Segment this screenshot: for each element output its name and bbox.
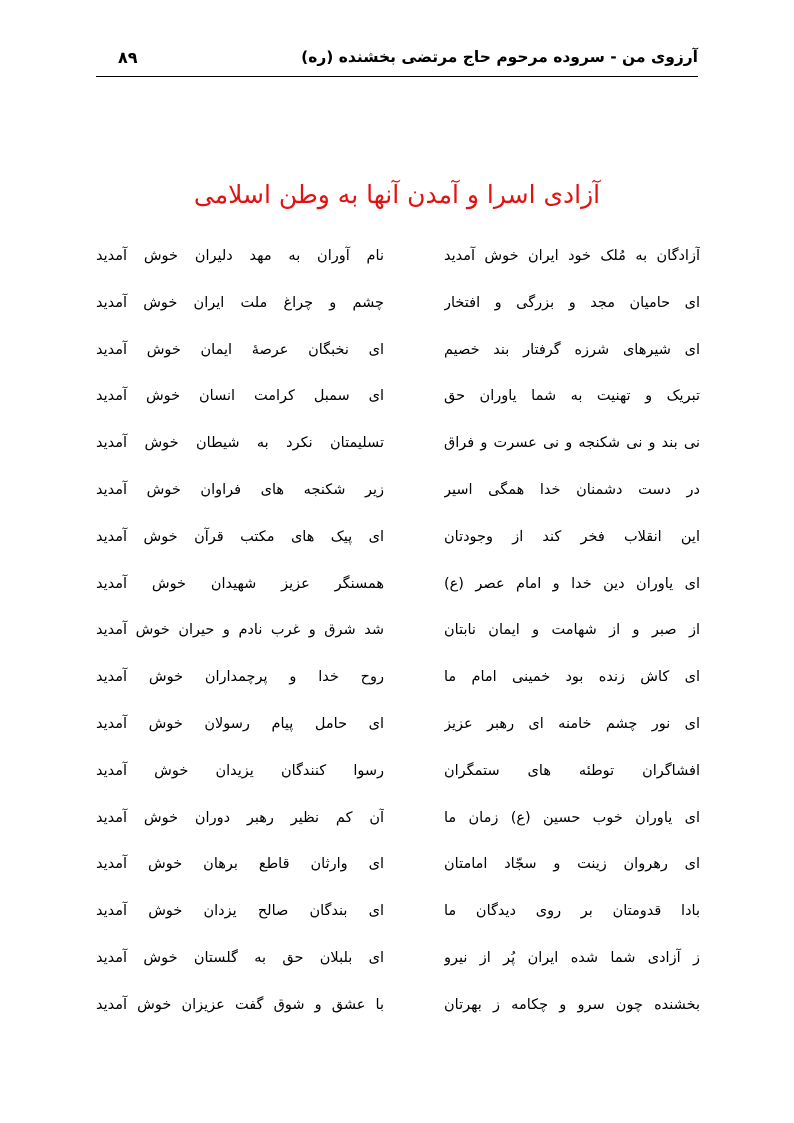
- verse-first-hemistich: ای رهروان زینت و سجّاد امامتان: [444, 856, 700, 873]
- verse-first-hemistich: ای یاوران خوب حسین (ع) زمان ما: [444, 809, 700, 826]
- verse-second-hemistich: زیر شکنجه های فراوان خوش آمدید: [96, 482, 384, 498]
- verse-row: [0, 657, 794, 697]
- verse-second-hemistich: ای حامل پیام رسولان خوش آمدید: [96, 716, 384, 732]
- verse-second-hemistich: ای پیک های مکتب قرآن خوش آمدید: [96, 528, 384, 545]
- verse-first-hemistich: این انقلاب فخر کند از وجودتان: [444, 528, 700, 545]
- verse-row: [0, 704, 794, 744]
- verse-row: [0, 891, 794, 931]
- verse-first-hemistich: ای یاوران دین خدا و امام عصر (ع): [444, 575, 700, 592]
- verse-first-hemistich: ای نور چشم خامنه ای رهبر عزیز: [444, 716, 700, 732]
- verse-second-hemistich: تسلیمتان نکرد به شیطان خوش آمدید: [96, 435, 384, 452]
- verse-first-hemistich: آزادگان به مُلک خود ایران خوش آمدید: [444, 248, 700, 264]
- verse-row: [0, 236, 794, 276]
- verse-first-hemistich: ای کاش زنده بود خمینی امام ما: [444, 669, 700, 686]
- header-divider: [96, 76, 698, 77]
- verse-second-hemistich: ای سمبل کرامت انسان خوش آمدید: [96, 388, 384, 405]
- verse-second-hemistich: رسوا کنندگان یزیدان خوش آمدید: [96, 762, 384, 779]
- verse-row: [0, 470, 794, 510]
- running-header: [96, 44, 698, 76]
- header-title: آرزوی من - سروده مرحوم حاج مرتضی بخشنده (ره): [301, 48, 698, 66]
- verse-second-hemistich: آن کم نظیر رهبر دوران خوش آمدید: [96, 809, 384, 826]
- verse-second-hemistich: ای بلبلان حق به گلستان خوش آمدید: [96, 950, 384, 966]
- verse-row: [0, 610, 794, 650]
- verse-second-hemistich: روح خدا و پرچمداران خوش آمدید: [96, 669, 384, 686]
- verse-second-hemistich: ای نخبگان عرصهٔ ایمان خوش آمدید: [96, 341, 384, 358]
- verse-row: [0, 938, 794, 978]
- verse-row: [0, 283, 794, 323]
- verse-first-hemistich: بخشنده چون سرو و چکامه ز بهرتان: [444, 996, 700, 1013]
- verse-second-hemistich: نام آوران به مهد دلیران خوش آمدید: [96, 248, 384, 264]
- verse-second-hemistich: همسنگر عزیز شهیدان خوش آمدید: [96, 575, 384, 592]
- verse-second-hemistich: چشم و چراغ ملت ایران خوش آمدید: [96, 294, 384, 311]
- verse-row: [0, 564, 794, 604]
- verse-row: [0, 517, 794, 557]
- verse-first-hemistich: ز آزادی شما شده ایران پُر از نیرو: [444, 950, 700, 966]
- verse-second-hemistich: ای وارثان قاطع برهان خوش آمدید: [96, 856, 384, 873]
- verse-first-hemistich: ای حامیان مجد و بزرگی و افتخار: [444, 294, 700, 311]
- verse-first-hemistich: تبریک و تهنیت به شما یاوران حق: [444, 388, 700, 405]
- verse-row: [0, 376, 794, 416]
- verse-row: [0, 985, 794, 1025]
- poem-title: آزادی اسرا و آمدن آنها به وطن اسلامی: [193, 180, 601, 209]
- page-number: ۸۹: [118, 48, 138, 67]
- verse-row: [0, 423, 794, 463]
- verse-first-hemistich: افشاگران توطئه های ستمگران: [444, 762, 700, 779]
- verse-row: [0, 798, 794, 838]
- verse-second-hemistich: شد شرق و غرب نادم و حیران خوش آمدید: [96, 622, 384, 639]
- verse-first-hemistich: در دست دشمنان خدا همگی اسیر: [444, 482, 700, 498]
- verse-second-hemistich: با عشق و شوق گفت عزیزان خوش آمدید: [96, 996, 384, 1013]
- verse-row: [0, 751, 794, 791]
- verse-first-hemistich: بادا قدومتان بر روی دیدگان ما: [444, 903, 700, 920]
- verse-first-hemistich: نی بند و نی شکنجه و نی عسرت و فراق: [444, 435, 700, 452]
- verse-row: [0, 330, 794, 370]
- verse-row: [0, 844, 794, 884]
- verse-first-hemistich: از صبر و از شهامت و ایمان نابتان: [444, 622, 700, 639]
- verse-second-hemistich: ای بندگان صالح یزدان خوش آمدید: [96, 903, 384, 920]
- verse-first-hemistich: ای شیرهای شرزه گرفتار بند خصیم: [444, 341, 700, 358]
